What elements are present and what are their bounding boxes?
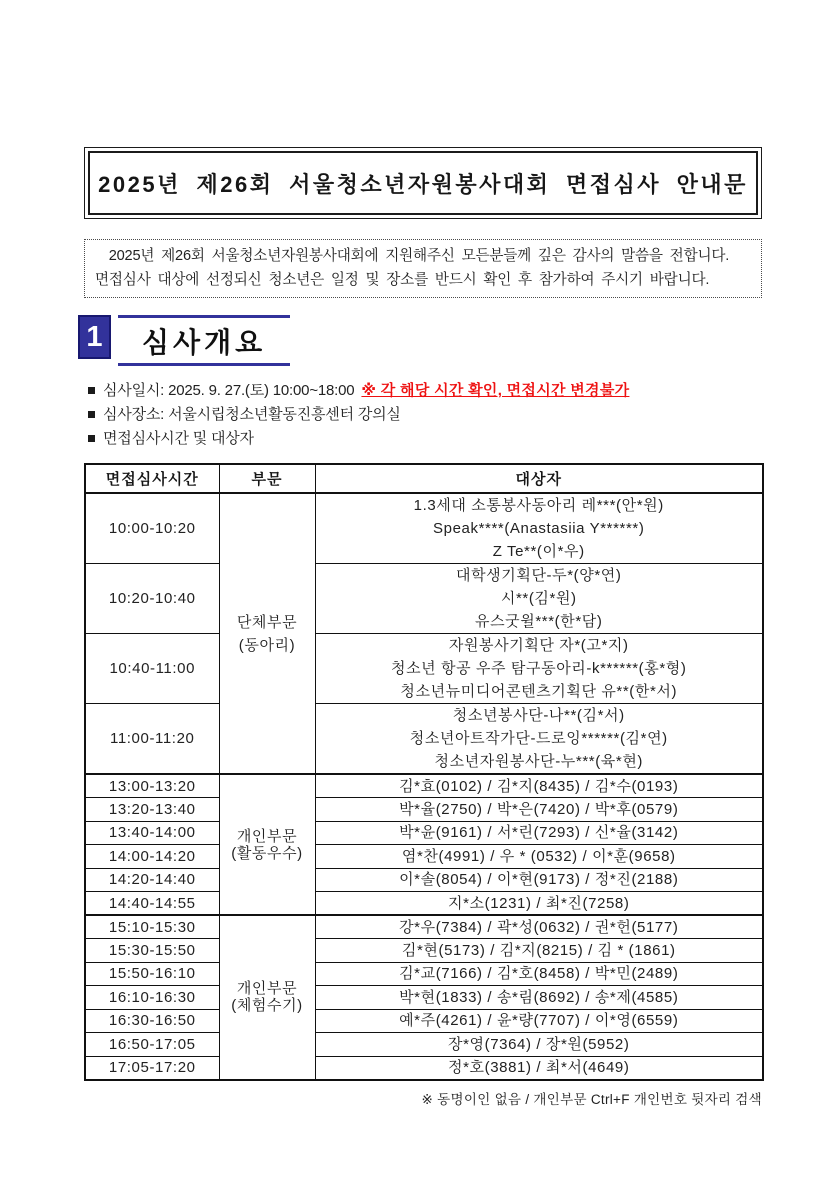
table-row [85,493,763,564]
intro-box [84,239,762,298]
target-cell: 염*찬(4991) / 우 * (0532) / 이*훈(9658) [315,845,763,869]
table-row [85,986,763,1010]
table-row [85,704,763,775]
table-row [85,821,763,845]
bullet-date-text: 심사일시: 2025. 9. 27.(토) 10:00~18:00 [103,382,355,399]
time-cell: 14:00-14:20 [85,845,219,869]
section-header [78,315,762,366]
target-cell: 청소년봉사단-나**(김*서) 청소년아트작가단-드로잉******(김*연) 청소년자원봉사단-누***(육*현) [315,704,763,775]
table-row [85,939,763,963]
schedule-table-body [85,493,763,1080]
target-cell: 지*소(1231) / 최*진(7258) [315,892,763,916]
intro-line-1: 2025년 제26회 서울청소년자원봉사대회에 지원해주신 모든분들께 깊은 감사의 말씀을 전합니다. [95,248,730,264]
bullet-schedule-text: 면접심사시간 및 대상자 [103,430,254,447]
target-cell: 김*효(0102) / 김*지(8435) / 김*수(0193) [315,774,763,798]
time-cell: 17:05-17:20 [85,1056,219,1080]
bullet-square-icon [88,387,95,394]
table-row [85,1056,763,1080]
time-cell: 14:20-14:40 [85,868,219,892]
table-row [85,845,763,869]
table-row [85,915,763,939]
target-cell: 대학생기획단-두*(양*연) 시**(김*원) 유스굿윌***(한*담) [315,564,763,634]
target-cell: 박*윤(9161) / 서*린(7293) / 신*율(3142) [315,821,763,845]
bullet-square-icon [88,435,95,442]
target-cell: 이*솔(8054) / 이*현(9173) / 정*진(2188) [315,868,763,892]
time-cell: 15:30-15:50 [85,939,219,963]
time-cell: 16:30-16:50 [85,1009,219,1033]
table-header-row [85,464,763,493]
intro-line-2: 면접심사 대상에 선정되신 청소년은 일정 및 장소를 반드시 확인 후 참가하여 주시기 바랍니다. [95,272,710,288]
table-row [85,1033,763,1057]
schedule-table-head [85,464,763,493]
bullet-place-text: 심사장소: 서울시립청소년활동진흥센터 강의실 [103,406,401,423]
target-cell: 예*주(4261) / 윤*량(7707) / 이*영(6559) [315,1009,763,1033]
target-cell: 1.3세대 소통봉사동아리 레***(안*원) Speak****(Anastasiia Y******) Z Te**(이*우) [315,493,763,564]
title-box-inner [88,151,758,215]
target-cell: 김*현(5173) / 김*지(8215) / 김 * (1861) [315,939,763,963]
title-box [84,147,762,219]
time-cell: 13:20-13:40 [85,798,219,822]
header-time: 면접심사시간 [85,464,219,493]
table-row [85,962,763,986]
category-cell: 개인부문 (체험수기) [219,915,315,1080]
target-cell: 강*우(7384) / 곽*성(0632) / 권*헌(5177) [315,915,763,939]
time-cell: 15:50-16:10 [85,962,219,986]
section-title: 심사개요 [118,315,290,366]
bullet-date-warning: ※ 각 해당 시간 확인, 면접시간 변경불가 [361,382,630,399]
time-cell: 14:40-14:55 [85,892,219,916]
table-row [85,798,763,822]
category-cell: 개인부문 (활동우수) [219,774,315,915]
target-cell: 자원봉사기획단 자*(고*지) 청소년 항공 우주 탐구동아리-k******(홍*형) 청소년뉴미디어콘텐츠기획단 유**(한*서) [315,634,763,704]
category-cell: 단체부문 (동아리) [219,493,315,774]
target-cell: 김*교(7166) / 김*호(8458) / 박*민(2489) [315,962,763,986]
footnote: ※ 동명이인 없음 / 개인부문 Ctrl+F 개인번호 뒷자리 검색 [421,1091,762,1107]
table-row [85,1009,763,1033]
target-cell: 정*호(3881) / 최*서(4649) [315,1056,763,1080]
time-cell: 10:00-10:20 [85,493,219,564]
bullet-item-schedule [88,427,762,451]
bullet-list [88,379,762,451]
target-cell: 장*영(7364) / 장*원(5952) [315,1033,763,1057]
table-row [85,892,763,916]
time-cell: 10:20-10:40 [85,564,219,634]
table-row [85,564,763,634]
target-cell: 박*율(2750) / 박*은(7420) / 박*후(0579) [315,798,763,822]
header-category: 부문 [219,464,315,493]
table-row [85,774,763,798]
time-cell: 16:10-16:30 [85,986,219,1010]
section-number-badge: 1 [78,315,111,359]
bullet-item-place [88,403,762,427]
target-cell: 박*현(1833) / 송*림(8692) / 송*제(4585) [315,986,763,1010]
bullet-square-icon [88,411,95,418]
time-cell: 10:40-11:00 [85,634,219,704]
time-cell: 13:00-13:20 [85,774,219,798]
bullet-item-date [88,379,762,403]
interview-schedule-table [84,463,764,1081]
table-row [85,634,763,704]
time-cell: 13:40-14:00 [85,821,219,845]
time-cell: 11:00-11:20 [85,704,219,775]
document-title: 2025년 제26회 서울청소년자원봉사대회 면접심사 안내문 [98,172,748,197]
time-cell: 15:10-15:30 [85,915,219,939]
time-cell: 16:50-17:05 [85,1033,219,1057]
header-target: 대상자 [315,464,763,493]
table-row [85,868,763,892]
document-content [84,147,762,1108]
